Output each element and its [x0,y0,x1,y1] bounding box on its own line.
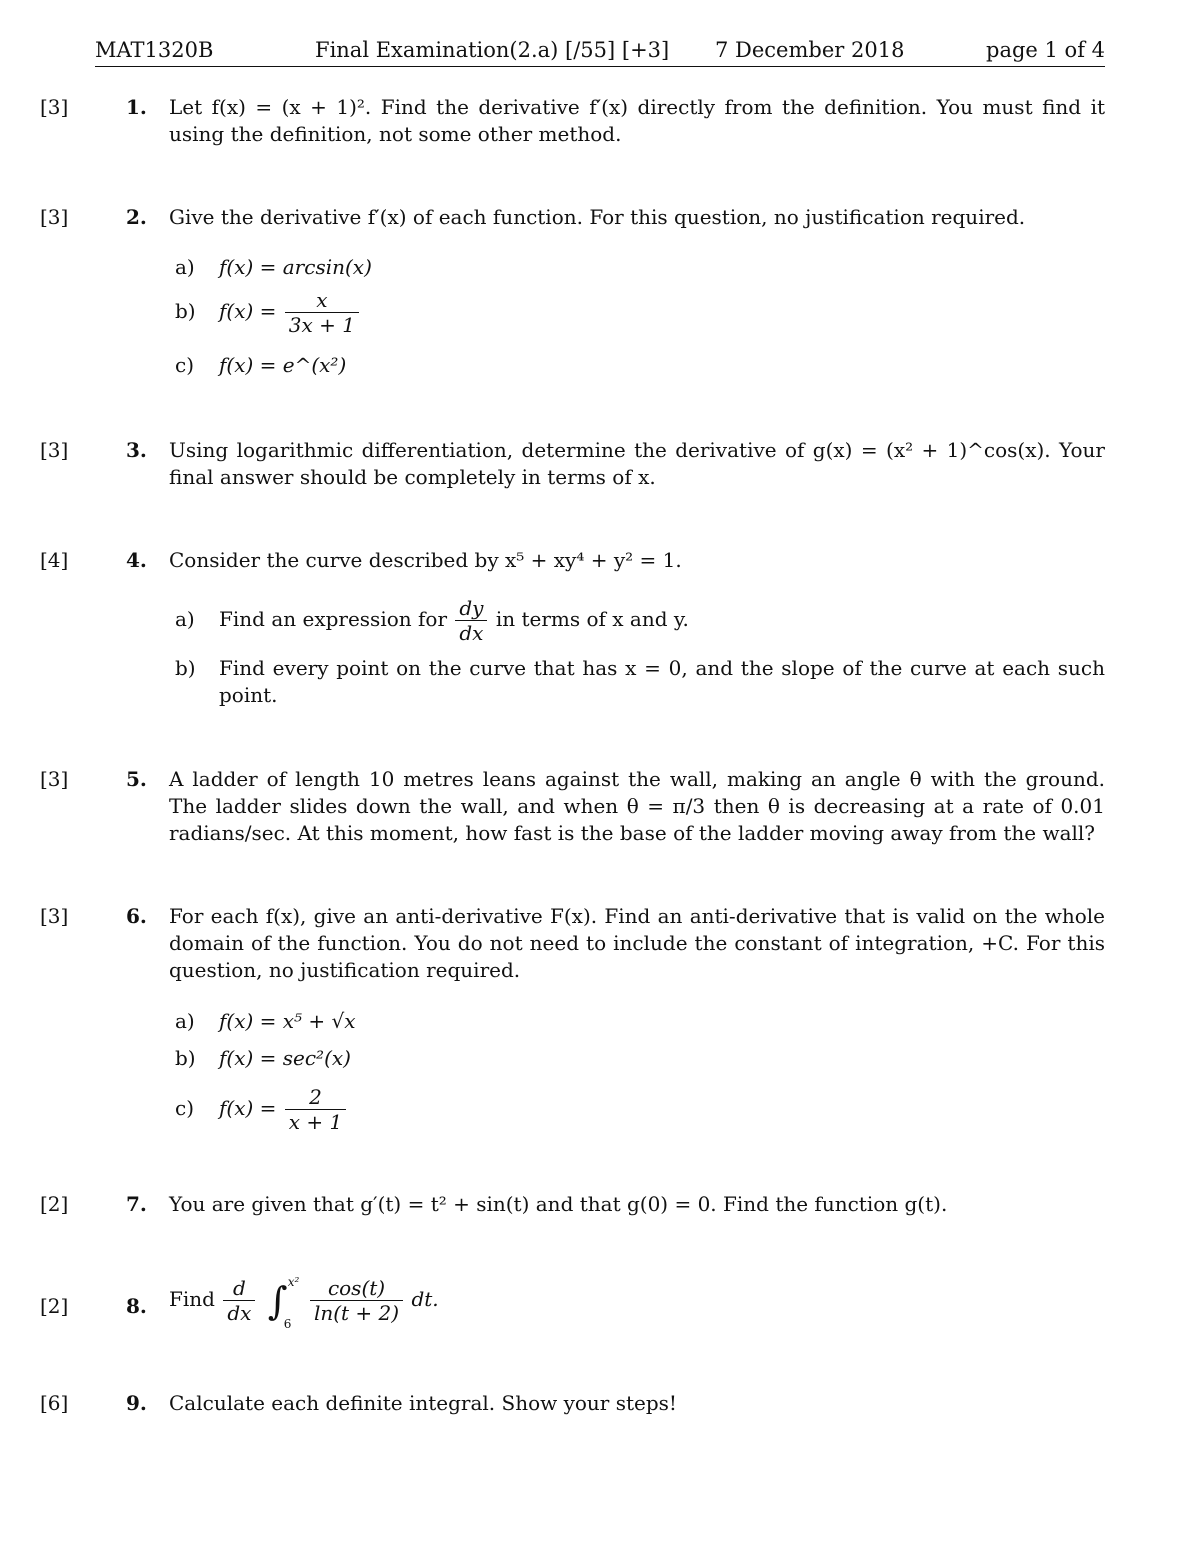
question-points: [3] [40,438,69,462]
fraction: $\frac{2}{x + 1}$ [285,1085,346,1134]
course-code: MAT1320B [95,38,214,62]
exam-date: 7 December 2018 [715,38,905,62]
question-number: 2. [126,205,147,229]
integrand-fraction: $\frac{\cos(t)}{\ln(t + 2)}$ [310,1276,403,1325]
question-points: [2] [40,1192,69,1216]
question-points: [2] [40,1294,69,1318]
question-points: [6] [40,1391,69,1415]
math-expression: f(x) = e^(x²) [219,353,347,377]
question-points: [3] [40,95,69,119]
question-text: Give the derivative f′(x) of each function. For this question, no justification required. [169,205,1026,229]
question-number: 6. [126,904,147,928]
question-points: [3] [40,904,69,928]
exam-title: Final Examination(2.a) [/55] [+3] [315,38,670,62]
question-text: Using logarithmic differentiation, determine the derivative of g(x) = (x² + 1)^cos(x). Your final answer should be completely in terms of x. [169,438,1105,489]
fraction: $\frac{dy}{dx}$ [455,596,487,645]
fraction: $\frac{x}{3x + 1}$ [285,288,359,337]
question-8-expression: Find $\frac{d}{dx}$ ∫ x² 6 $\frac{\cos(t)}{\ln(t + 2)}$ dt. [169,1274,439,1331]
question-number: 5. [126,767,147,791]
question-number: 1. [126,95,147,119]
integral-sign: ∫ x² 6 [267,1274,300,1331]
page-header [95,38,1105,67]
question-points: [4] [40,548,69,572]
question-2-part-c: c) f(x) = e^(x²) [175,353,347,377]
question-number: 3. [126,438,147,462]
question-points: [3] [40,205,69,229]
question-number: 4. [126,548,147,572]
question-6-part-a: a) f(x) = x⁵ + √x [175,1009,356,1033]
derivative-operator: $\frac{d}{dx}$ [223,1276,255,1325]
page-number: page 1 of 4 [986,38,1105,62]
question-text: For each f(x), give an anti-derivative F(x). Find an anti-derivative that is valid on the whole domain of the function. You do not need to include the constant of integration, +C. For this question, no justification required. [169,904,1105,982]
question-2-part-a: a) f(x) = arcsin(x) [175,255,372,279]
question-4-part-a: a) Find an expression for $\frac{dy}{dx}$ in terms of x and y. [175,596,689,645]
math-expression: f(x) = arcsin(x) [219,255,372,279]
question-text: You are given that g′(t) = t² + sin(t) and that g(0) = 0. Find the function g(t). [169,1192,948,1216]
question-6-part-b: b) f(x) = sec²(x) [175,1046,351,1070]
question-number: 7. [126,1192,147,1216]
question-text: Calculate each definite integral. Show your steps! [169,1391,677,1415]
math-expression: f(x) = sec²(x) [219,1046,351,1070]
question-number: 8. [126,1294,147,1318]
question-text: Consider the curve described by x⁵ + xy⁴ + y² = 1. [169,548,682,572]
math-expression: f(x) = x⁵ + √x [219,1009,356,1033]
question-points: [3] [40,767,69,791]
question-6-part-c: c) f(x) = $\frac{2}{x + 1}$ [175,1085,348,1134]
question-text: Let f(x) = (x + 1)². Find the derivative f′(x) directly from the definition. You must find it using the definition, not some other method. [169,95,1105,146]
question-number: 9. [126,1391,147,1415]
question-2-part-b: b) f(x) = $\frac{x}{3x + 1}$ [175,288,361,337]
question-text: A ladder of length 10 metres leans against the wall, making an angle θ with the ground. The ladder slides down the wall, and when θ = π/3 then θ is decreasing at a rate of 0.01 radians/sec. At this moment, how fast is the base of the ladder moving away from the wall? [169,767,1105,845]
